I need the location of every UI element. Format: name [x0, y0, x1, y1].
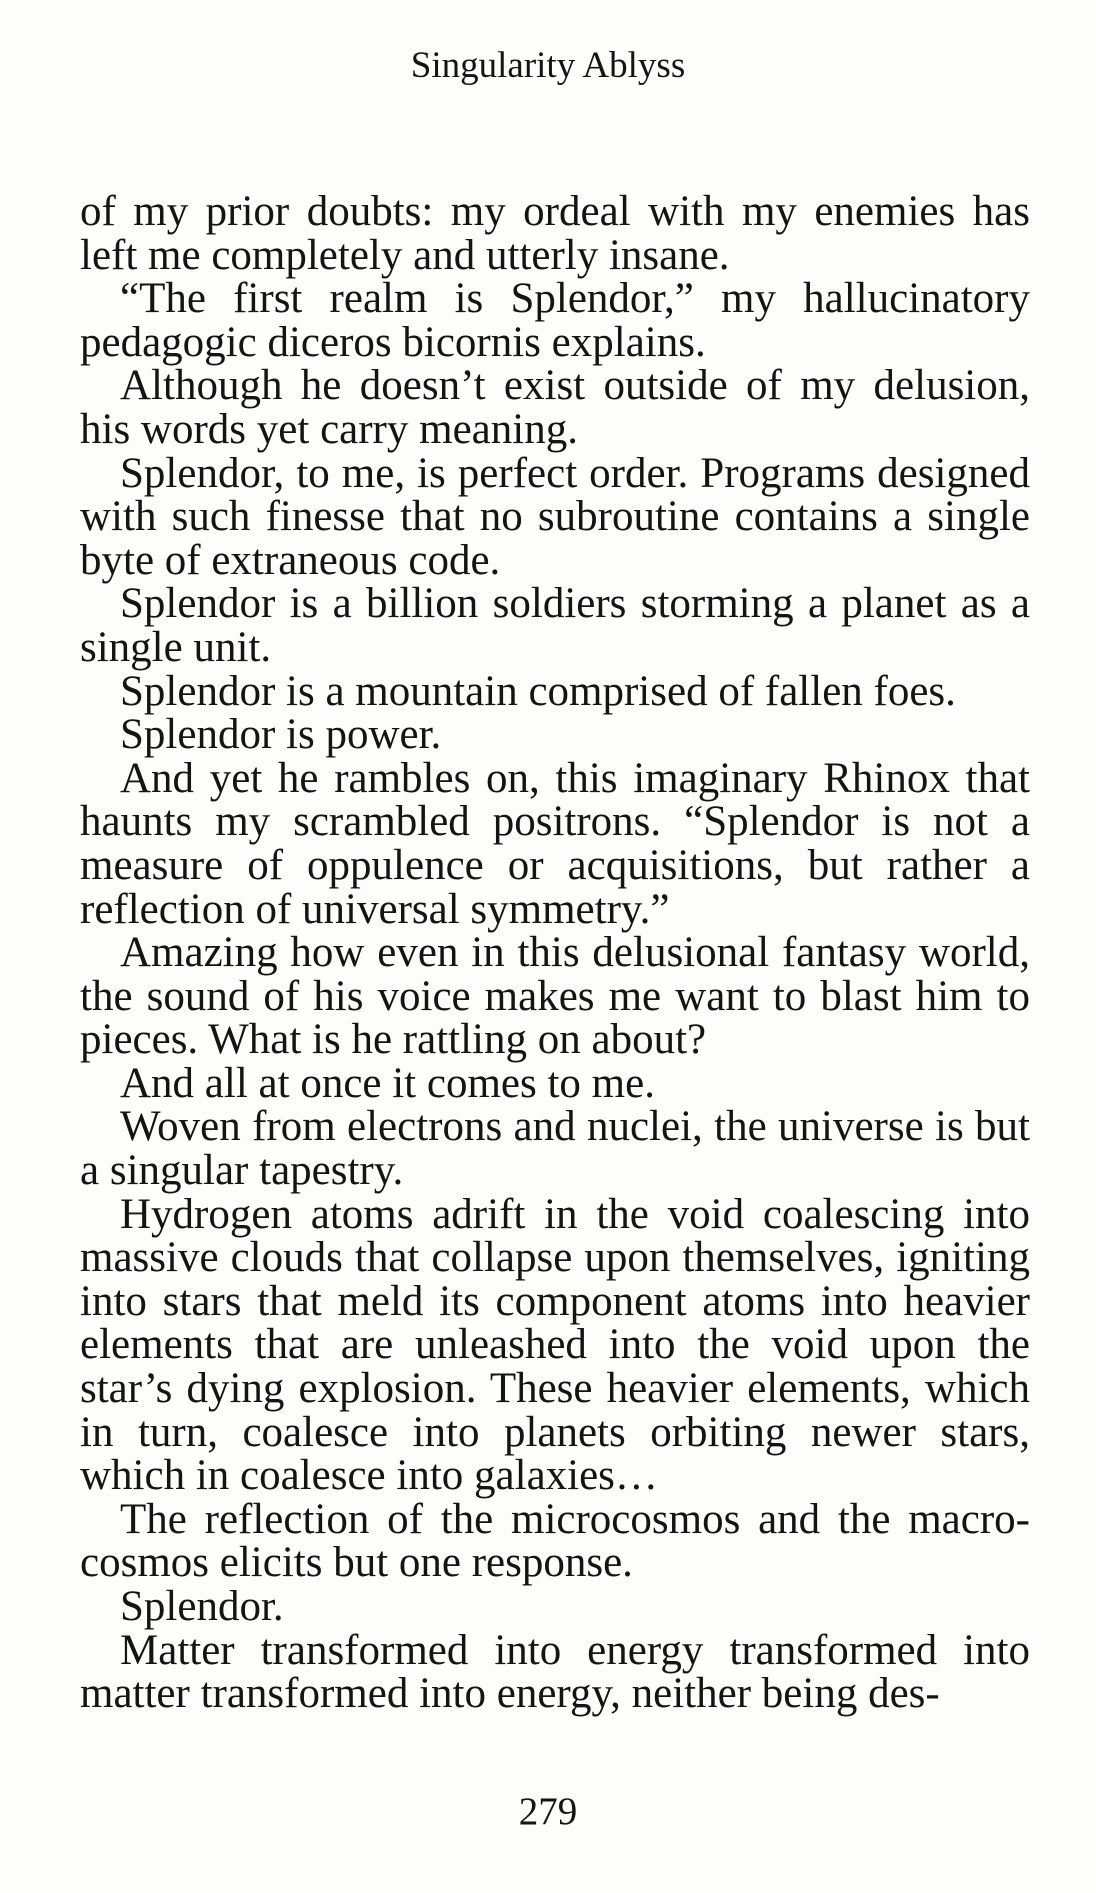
paragraph: Splendor is a mountain comprised of fallen foes. [120, 667, 956, 715]
paragraph: Matter transformed into energy transformed into matter transformed into energy, neither being des- [80, 1626, 1030, 1718]
paragraph: Splendor, to me, is perfect order. Programs designed with such finesse that no subroutine contains a single byte of extraneous code. [80, 449, 1030, 584]
paragraph: Splendor is power. [120, 711, 442, 759]
paragraph: Although he doesn’t exist outside of my delusion, his words yet carry meaning. [80, 362, 1030, 453]
paragraph: And all at once it comes to me. [120, 1059, 655, 1107]
paragraph-continuation: of my prior doubts: my ordeal with my enemies has left me completely and utterly insane. [80, 188, 1030, 279]
paragraph: “The first realm is Splendor,” my hallucinatory pedagogic diceros bicornis explains. [80, 275, 1030, 366]
paragraph: Woven from electrons and nuclei, the universe is but a singular tapestry. [80, 1103, 1030, 1195]
body-text [80, 190, 1030, 1716]
paragraph: Splendor is a billion soldiers storming a planet as a single unit. [80, 580, 1030, 671]
paragraph: The reflection of the microcosmos and the macrocosmos elicits but one response. [80, 1495, 1030, 1587]
paragraph: And yet he rambles on, this imaginary Rhinox that haunts my scrambled positrons. “Splendor is not a measure of oppulence or acquisitions, but rather a reflection of universal symmetry.” [80, 754, 1030, 933]
paragraph: Hydrogen atoms adrift in the void coalescing into massive clouds that collapse upon themselves, igniting into stars that meld its component atoms into heavier elements that are unleashed into the void upon the star’s dying explosion. These heavier elements, which in turn, coalesce into planets orbiting newer stars, which in coalesce into galaxies… [80, 1190, 1030, 1500]
paragraph: Amazing how even in this delusional fantasy world, the sound of his voice makes me want to blast him to pieces. What is he rattling on about? [80, 929, 1030, 1064]
page-number: 279 [518, 1790, 578, 1833]
paragraph: Splendor. [120, 1583, 284, 1630]
running-title: Singularity Ablyss [410, 45, 686, 86]
